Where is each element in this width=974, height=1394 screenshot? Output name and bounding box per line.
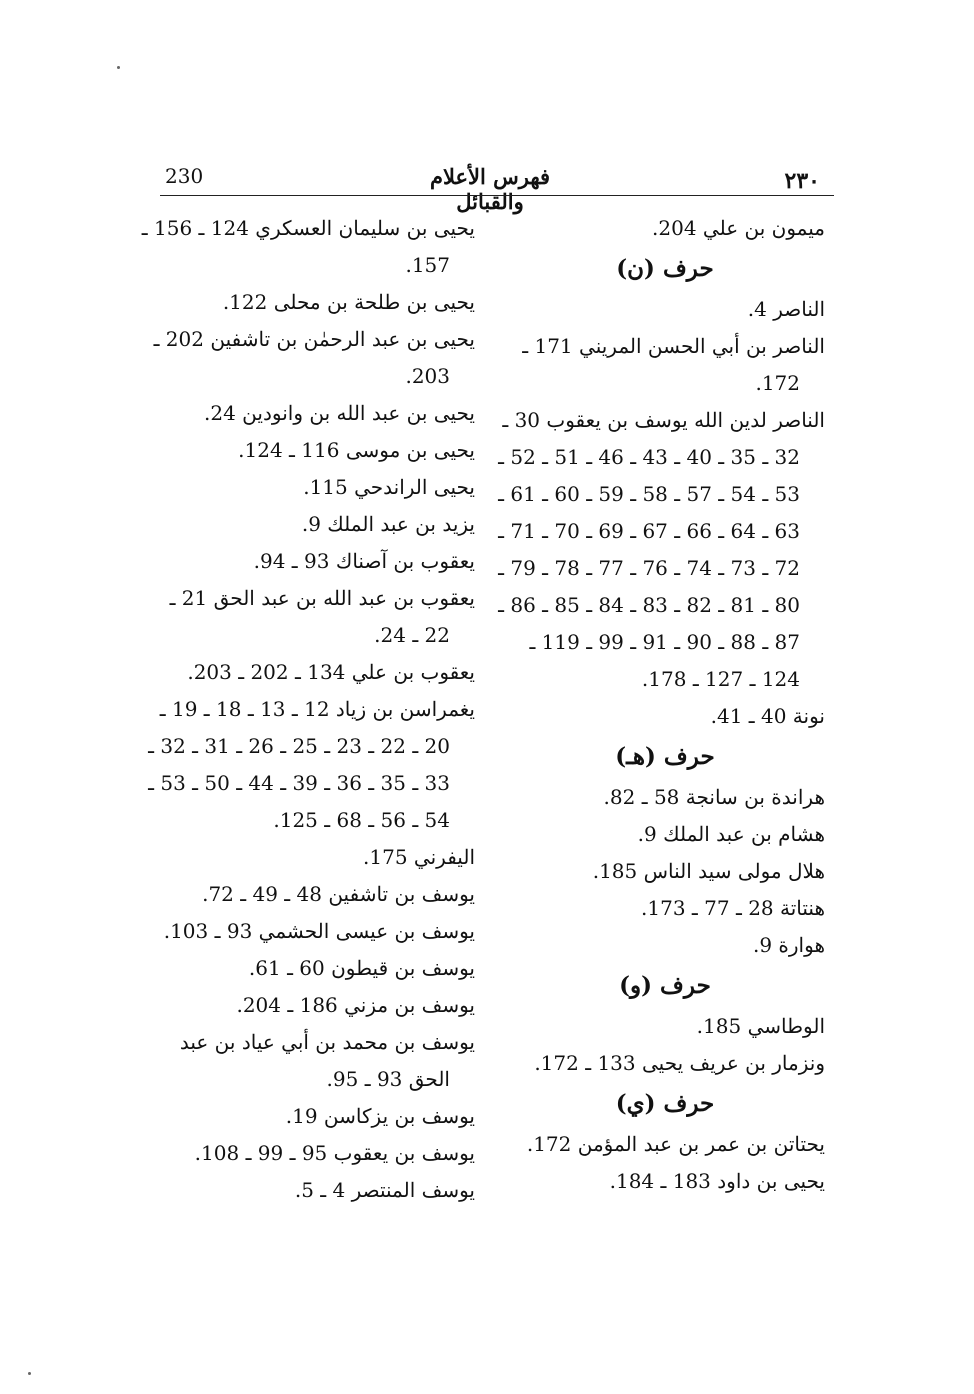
index-entry-continuation: 157. [405, 253, 450, 277]
index-entry: يحيى بن سليمان العسكري 124 ـ 156 ـ [141, 216, 475, 240]
index-entry: يحيى بن موسى 116 ـ 124. [238, 438, 475, 462]
index-entry: الناصر لدين الله يوسف بن يعقوب 30 ـ [502, 408, 825, 432]
index-entry: هلال مولى سيد الناس 185. [592, 859, 825, 883]
index-entry: يوسف بن يزكاسن 19. [285, 1104, 475, 1128]
index-entry: ميمون بن علي 204. [652, 216, 825, 240]
scan-speck [28, 1372, 31, 1375]
index-entry: ونزمار بن عريف يحيى 133 ـ 172. [534, 1051, 825, 1075]
index-entry: يوسف بن يعقوب 95 ـ 99 ـ 108. [194, 1141, 475, 1165]
index-entry: يحيى الراندحي 115. [303, 475, 475, 499]
index-entry: يعقوب بن علي 134 ـ 202 ـ 203. [187, 660, 475, 684]
index-entry-continuation: 54 ـ 56 ـ 68 ـ 125. [273, 808, 450, 832]
index-entry: الناصر 4. [747, 297, 825, 321]
header-divider [160, 195, 834, 196]
index-entry-continuation: 53 ـ 54 ـ 57 ـ 58 ـ 59 ـ 60 ـ 61 ـ [498, 482, 800, 506]
index-entry: يوسف المنتصر 4 ـ 5. [294, 1178, 475, 1202]
index-entry: يحيى بن داود 183 ـ 184. [609, 1169, 825, 1193]
index-entry: يوسف بن تاشفين 48 ـ 49 ـ 72. [202, 882, 475, 906]
letter-heading: حرف (ي) [615, 1090, 715, 1117]
index-entry: يحيى بن عبد الرحمٰن بن تاشفين 202 ـ [153, 327, 475, 351]
index-entry: يحتاتن بن عمر بن عبد المؤمن 172. [526, 1132, 825, 1156]
index-entry: يوسف بن عيسى الحشمي 93 ـ 103. [163, 919, 475, 943]
index-entry-continuation: 63 ـ 64 ـ 66 ـ 67 ـ 69 ـ 70 ـ 71 ـ [498, 519, 800, 543]
index-entry: يغمراسن بن زياد 12 ـ 13 ـ 18 ـ 19 ـ [159, 697, 475, 721]
index-entry-continuation: 20 ـ 22 ـ 23 ـ 25 ـ 26 ـ 31 ـ 32 ـ [148, 734, 450, 758]
index-entry: يزيد بن عبد الملك 9. [301, 512, 475, 536]
index-entry-continuation: 87 ـ 88 ـ 90 ـ 91 ـ 99 ـ 119 ـ [529, 630, 800, 654]
index-entry: هوارة 9. [752, 933, 825, 957]
page-number-arabic: ٢٣٠ [784, 168, 820, 194]
index-entry: الوطاسي 185. [696, 1014, 825, 1038]
index-entry: نونة 40 ـ 41. [710, 704, 825, 728]
index-entry: يوسف بن قيطون 60 ـ 61. [248, 956, 475, 980]
index-entry: هشام بن عبد الملك 9. [637, 822, 825, 846]
index-entry-continuation: 80 ـ 81 ـ 82 ـ 83 ـ 84 ـ 85 ـ 86 ـ [498, 593, 800, 617]
index-entry: يعقوب بن عبد الله بن عبد الحق 21 ـ [169, 586, 475, 610]
page-title: فهرس الأعلام والقبائل [429, 164, 551, 214]
scan-speck [117, 66, 120, 69]
index-entry-continuation: 172. [755, 371, 800, 395]
index-column-right [498, 210, 825, 1200]
index-entry-continuation: 22 ـ 24. [374, 623, 450, 647]
letter-heading: حرف (هـ) [615, 743, 715, 770]
index-entry-continuation: 72 ـ 73 ـ 74 ـ 76 ـ 77 ـ 78 ـ 79 ـ [498, 556, 800, 580]
letter-heading: حرف (و) [619, 972, 711, 999]
index-entry: الناصر بن أبي الحسن المريني 171 ـ [522, 334, 825, 358]
index-entry: اليفرني 175. [363, 845, 475, 869]
index-entry-continuation: الحق 93 ـ 95. [326, 1067, 450, 1091]
index-entry: يحيى بن طلحة بن محلى 122. [222, 290, 475, 314]
index-entry-continuation: 203. [405, 364, 450, 388]
index-entry: هنتاتة 28 ـ 77 ـ 173. [641, 896, 825, 920]
index-column-left [141, 210, 475, 1209]
index-entry-continuation: 124 ـ 127 ـ 178. [641, 667, 800, 691]
index-entry: يعقوب بن آصناك 93 ـ 94. [253, 549, 475, 573]
index-entry: هراندة بن سانجة 58 ـ 82. [603, 785, 825, 809]
index-entry: يوسف بن مزني 186 ـ 204. [236, 993, 475, 1017]
letter-heading: حرف (ن) [616, 255, 714, 282]
index-entry-continuation: 33 ـ 35 ـ 36 ـ 39 ـ 44 ـ 50 ـ 53 ـ [148, 771, 450, 795]
index-entry: يوسف بن محمد بن أبي عياد بن عبد [179, 1030, 475, 1054]
page-number-latin: 230 [165, 164, 204, 188]
index-entry-continuation: 32 ـ 35 ـ 40 ـ 43 ـ 46 ـ 51 ـ 52 ـ [498, 445, 800, 469]
index-entry: يحيى بن عبد الله بن وانودين 24. [204, 401, 475, 425]
